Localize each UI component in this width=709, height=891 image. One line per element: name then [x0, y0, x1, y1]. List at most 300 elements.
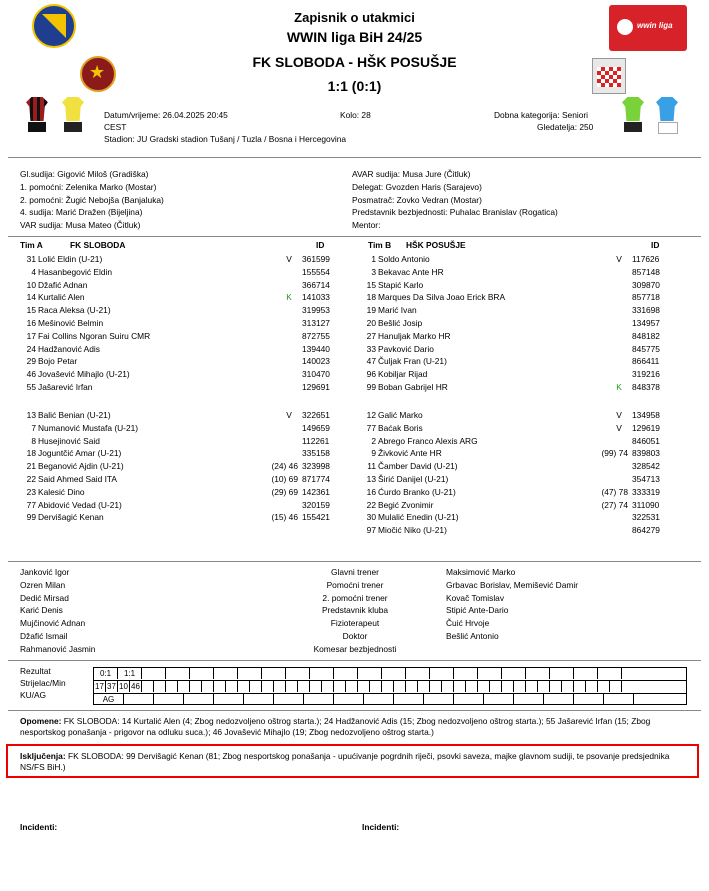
- team-b-label: Tim B: [368, 240, 392, 250]
- player-name: Ćurdo Branko (U-21): [378, 486, 456, 497]
- player-row: [20, 355, 346, 368]
- result-grid-cell: [514, 681, 526, 692]
- expulsions-label: Isključenja:: [20, 751, 66, 761]
- player-row: [360, 422, 676, 435]
- posusje-kit: [656, 97, 680, 135]
- player-row: [360, 435, 676, 448]
- player-number: 24: [26, 343, 36, 354]
- wwin-liga-logo: wwin liga: [609, 5, 687, 51]
- player-row: [360, 291, 676, 304]
- player-mark: V: [286, 254, 292, 264]
- player-row: [360, 266, 676, 279]
- result-grid-cell: [598, 668, 622, 679]
- result-grid-row: [94, 668, 686, 681]
- player-row: [360, 368, 676, 381]
- staff-b-doctor: Bešlić Antonio: [446, 630, 499, 641]
- player-number: 47: [366, 356, 376, 367]
- player-number: 27: [366, 330, 376, 341]
- player-number: 30: [366, 512, 376, 523]
- result-grid-cell: [574, 681, 586, 692]
- player-substitution: (29) 69: [271, 486, 298, 497]
- result-grid-cell: [262, 681, 274, 692]
- player-id: 872755: [302, 330, 330, 341]
- staff-a-assistant-2: Dedić Mirsad: [20, 592, 69, 603]
- role-security: Komesar bezbjednosti: [313, 643, 397, 654]
- player-row: [20, 317, 346, 330]
- player-number: 31: [26, 254, 36, 264]
- player-name: Čamber David (U-21): [378, 461, 458, 472]
- result-grid-cell: [154, 694, 184, 705]
- player-substitution: (15) 46: [271, 512, 298, 523]
- staff-a-head-coach: Janković Igor: [20, 567, 70, 577]
- player-number: 21: [26, 461, 36, 472]
- player-id: 117626: [632, 254, 660, 264]
- result-grid-cell: [454, 681, 466, 692]
- player-row: [20, 409, 346, 422]
- result-grid-cell: [286, 681, 298, 692]
- player-row: [20, 343, 346, 356]
- player-row: [20, 304, 346, 317]
- result-grid-cell: [298, 681, 310, 692]
- player-row: [20, 473, 346, 486]
- player-number: 33: [366, 343, 376, 354]
- player-number: 96: [366, 369, 376, 380]
- result-grid-cell: [610, 681, 622, 692]
- player-name: Hadžanović Adis: [38, 343, 100, 354]
- player-id: 134958: [632, 410, 660, 420]
- result-grid-cell: [526, 681, 538, 692]
- player-id: 848378: [632, 381, 660, 392]
- player-number: 2: [371, 435, 376, 446]
- player-row: [20, 330, 346, 343]
- player-id: 866411: [632, 356, 660, 367]
- result-grid-cell: [166, 668, 190, 679]
- player-name: Živković Ante HR: [378, 448, 442, 459]
- result-grid-cell: 37: [106, 681, 118, 692]
- player-number: 18: [26, 448, 36, 459]
- official-fourth: 4. sudija: Marić Dražen (Bijeljina): [20, 207, 143, 218]
- team-b-starters: [360, 253, 676, 394]
- result-grid-cell: [574, 694, 604, 705]
- divider: [8, 660, 701, 661]
- player-number: 29: [26, 356, 36, 367]
- player-row: [360, 279, 676, 292]
- player-id: 139440: [302, 343, 330, 354]
- official-mentor: Mentor:: [352, 220, 381, 231]
- result-grid-cell: [142, 681, 154, 692]
- result-grid-cell: 46: [130, 681, 142, 692]
- player-id: 845775: [632, 343, 660, 354]
- result-grid-cell: 10: [118, 681, 130, 692]
- result-grid-cell: [310, 668, 334, 679]
- player-id: 848182: [632, 330, 660, 341]
- result-grid-cell: [382, 668, 406, 679]
- officials-left: [20, 168, 164, 232]
- player-id: 366714: [302, 279, 330, 290]
- player-number: 23: [26, 486, 36, 497]
- team-a-id-header: ID: [316, 240, 325, 250]
- player-row: [360, 524, 676, 537]
- player-name: Jovašević Mihajlo (U-21): [38, 369, 130, 380]
- player-name: Jašarević Irfan: [38, 381, 93, 392]
- player-id: 846051: [632, 435, 660, 446]
- result-grid-cell: [430, 681, 442, 692]
- player-number: 77: [26, 499, 36, 510]
- role-physio: Fizioterapeut: [330, 618, 380, 629]
- player-id: 331698: [632, 305, 660, 316]
- result-grid-cell: [190, 668, 214, 679]
- player-id: 322531: [632, 512, 660, 523]
- sloboda-away-kit: [62, 97, 84, 133]
- divider: [8, 157, 701, 158]
- match-timezone: CEST: [104, 122, 127, 132]
- result-grid-cell: [334, 694, 364, 705]
- role-doctor: Doktor: [342, 630, 368, 641]
- result-grid-cell: [238, 668, 262, 679]
- player-id: 871774: [302, 473, 330, 484]
- player-id: 333319: [632, 486, 660, 497]
- player-row: [360, 304, 676, 317]
- player-number: 46: [26, 369, 36, 380]
- result-grid-row: [94, 694, 686, 706]
- player-id: 155554: [302, 266, 330, 277]
- player-name: Bojo Petar: [38, 356, 78, 367]
- player-name: Joguntčić Amar (U-21): [38, 448, 122, 459]
- result-grid-cell: [394, 694, 424, 705]
- player-id: 140023: [302, 356, 330, 367]
- player-name: Boban Gabrijel HR: [378, 381, 448, 392]
- player-id: 354713: [632, 473, 660, 484]
- player-name: Abidović Vedad (U-21): [38, 499, 122, 510]
- team-a-label: Tim A: [20, 240, 43, 250]
- expulsions-text: FK SLOBODA: 99 Dervišagić Kenan (81; Zbog nesportskog ponašanja - upućivanje pogrdnih riječi, psovki saveza, majke glavnom sudiji, te psovanje predsjednika NS/FS BiH.): [20, 751, 670, 772]
- player-row: [360, 511, 676, 524]
- staff-b-physio: Čuić Hrvoje: [446, 618, 490, 629]
- incidents-right-label: Incidenti:: [362, 822, 400, 832]
- official-main-referee: Gl.sudija: Gigović Miloš (Gradiška): [20, 169, 149, 179]
- report-title: Zapisnik o utakmici: [294, 10, 415, 25]
- incidents-left-label: Incidenti:: [20, 822, 58, 832]
- staff-b-assistant-2: Kovač Tomislav: [446, 592, 505, 603]
- player-id: 322651: [302, 410, 330, 420]
- result-grid-cell: [334, 681, 346, 692]
- staff-roles: [260, 566, 450, 656]
- result-grid-cell: [406, 668, 430, 679]
- player-name: Balić Benian (U-21): [38, 410, 111, 420]
- player-substitution: (99) 74: [601, 448, 628, 459]
- result-grid-cell: [478, 681, 490, 692]
- player-number: 12: [366, 410, 376, 420]
- expulsions: [20, 751, 688, 773]
- player-substitution: (47) 78: [601, 486, 628, 497]
- player-row: [360, 499, 676, 512]
- result-grid-cell: [190, 681, 202, 692]
- player-row: [360, 253, 676, 266]
- player-row: [20, 381, 346, 394]
- result-grid-cell: [124, 694, 154, 705]
- result-grid-cell: [358, 668, 382, 679]
- player-id: 134957: [632, 317, 660, 328]
- player-id: 839803: [632, 448, 660, 459]
- player-row: [360, 343, 676, 356]
- player-name: Baćak Boris: [378, 422, 423, 433]
- player-number: 15: [26, 305, 36, 316]
- player-id: 142361: [302, 486, 330, 497]
- fk-sloboda-crest: ★: [80, 56, 116, 92]
- player-id: 149659: [302, 422, 330, 433]
- final-score: 1:1 (0:1): [327, 78, 382, 94]
- player-number: 1: [371, 254, 376, 264]
- result-grid-cell: [526, 668, 550, 679]
- player-id: 141033: [302, 292, 330, 303]
- result-grid-cell: [604, 694, 634, 705]
- staff-team-a: [20, 566, 95, 656]
- team-a-substitutes: [20, 409, 346, 524]
- result-grid-cell: [304, 694, 334, 705]
- staff-a-security: Rahmanović Jasmin: [20, 643, 96, 654]
- official-security: Predstavnik bezbjednosti: Puhalac Branislav (Rogatica): [352, 207, 558, 218]
- cautions-label: Opomene:: [20, 716, 62, 726]
- player-name: Džafić Adnan: [38, 279, 88, 290]
- player-substitution: (27) 74: [601, 499, 628, 510]
- result-grid-cell: [442, 681, 454, 692]
- player-number: 22: [366, 499, 376, 510]
- result-grid-cell: 17: [94, 681, 106, 692]
- player-mark: K: [616, 381, 622, 392]
- player-row: [20, 486, 346, 499]
- player-id: 112261: [302, 435, 330, 446]
- cautions: [20, 716, 688, 738]
- result-grid-cell: [406, 681, 418, 692]
- result-grid-cell: AG: [94, 694, 124, 705]
- player-row: [20, 460, 346, 473]
- staff-b-head-coach: Maksimović Marko: [446, 567, 516, 577]
- player-row: [360, 447, 676, 460]
- divider: [8, 561, 701, 562]
- spectators: Gledatelja: 250: [537, 122, 594, 132]
- staff-a-doctor: Džafić Ismail: [20, 630, 68, 641]
- player-name: Hanuljak Marko HR: [378, 330, 451, 341]
- player-number: 55: [26, 381, 36, 392]
- player-row: [360, 317, 676, 330]
- player-name: Dervišagić Kenan: [38, 512, 104, 523]
- player-name: Kalesić Dino: [38, 486, 85, 497]
- result-grid-cell: [490, 681, 502, 692]
- role-assistant: Pomoćni trener: [326, 579, 384, 590]
- player-id: 155421: [302, 512, 330, 523]
- result-grid-cell: [214, 694, 244, 705]
- result-grid-cell: [154, 681, 166, 692]
- player-name: Stapić Karlo: [378, 279, 424, 290]
- player-substitution: (10) 69: [271, 473, 298, 484]
- result-grid-cell: [184, 694, 214, 705]
- player-row: [20, 279, 346, 292]
- team-a-starters: [20, 253, 346, 394]
- player-name: Hasanbegović Eldin: [38, 266, 113, 277]
- player-name: Kobiljar Rijad: [378, 369, 428, 380]
- result-grid-cell: [502, 681, 514, 692]
- player-name: Čuljak Fran (U-21): [378, 356, 447, 367]
- result-grid-cell: [454, 668, 478, 679]
- team-b-substitutes: [360, 409, 676, 537]
- staff-b-club-rep: Stipić Ante-Dario: [446, 605, 509, 616]
- result-grid-cell: [322, 681, 334, 692]
- official-delegate: Delegat: Gvozden Haris (Sarajevo): [352, 181, 482, 192]
- result-grid-cell: [250, 681, 262, 692]
- player-row: [20, 499, 346, 512]
- age-category: Dobna kategorija: Seniori: [494, 110, 589, 120]
- divider: [8, 236, 701, 237]
- player-name: Bekavac Ante HR: [378, 266, 444, 277]
- player-id: 857148: [632, 266, 660, 277]
- result-grid-cell: [226, 681, 238, 692]
- player-number: 15: [366, 279, 376, 290]
- player-row: [360, 473, 676, 486]
- player-name: Beganović Ajdin (U-21): [38, 461, 124, 472]
- player-name: Lolić Eldin (U-21): [38, 254, 103, 264]
- player-row: [20, 291, 346, 304]
- kuag-label: KU/AG: [20, 690, 47, 700]
- player-id: 313127: [302, 317, 330, 328]
- match-round: Kolo: 28: [340, 110, 371, 120]
- cautions-text: FK SLOBODA: 14 Kurtalić Alen (4; Zbog nedozvoljeno oštrog starta.); 24 Hadžanović Adis (15; Zbog nedozvoljeno oštrog starta.); 55 Jašarević Irfan (15; Zbog nesportskog ponašanja - prigovor na odluku suca.); 46 Jovašević Mihajlo (19; Zbog nedozvoljeno oštrog starta.): [20, 716, 651, 737]
- player-number: 14: [26, 292, 36, 303]
- player-row: [20, 435, 346, 448]
- result-grid-cell: [418, 681, 430, 692]
- result-grid-cell: [514, 694, 544, 705]
- result-grid-cell: [502, 668, 526, 679]
- result-grid-cell: [142, 668, 166, 679]
- player-name: Marić Ivan: [378, 305, 417, 316]
- player-id: 310470: [302, 369, 330, 380]
- staff-a-club-rep: Karić Denis: [20, 605, 63, 616]
- player-substitution: (24) 46: [271, 461, 298, 472]
- team-a-name: FK SLOBODA: [70, 240, 126, 250]
- player-name: Fai Collins Ngoran Suiru CMR: [38, 330, 151, 341]
- player-id: 864279: [632, 525, 660, 536]
- player-name: Galić Marko: [378, 410, 423, 420]
- result-label: Rezultat: [20, 666, 51, 676]
- result-grid-cell: [466, 681, 478, 692]
- player-id: 319216: [632, 369, 660, 380]
- result-grid-cell: 0:1: [94, 668, 118, 679]
- official-avar: AVAR sudija: Musa Jure (Čitluk): [352, 169, 471, 179]
- posusje-gk-kit: [622, 97, 644, 133]
- player-number: 18: [366, 292, 376, 303]
- player-number: 22: [26, 473, 36, 484]
- player-number: 17: [26, 330, 36, 341]
- player-number: 19: [366, 305, 376, 316]
- result-grid-cell: [586, 681, 598, 692]
- result-grid-cell: [334, 668, 358, 679]
- player-row: [360, 330, 676, 343]
- player-name: Marques Da Silva Joao Erick BRA: [378, 292, 506, 303]
- result-grid-cell: [454, 694, 484, 705]
- divider: [8, 710, 701, 711]
- player-id: 311090: [632, 499, 660, 510]
- player-id: 309870: [632, 279, 660, 290]
- official-observer: Posmatrač: Zovko Vedran (Mostar): [352, 194, 482, 205]
- officials-right: [352, 168, 558, 232]
- result-grid-cell: [346, 681, 358, 692]
- official-assistant-2: 2. pomoćni: Žugić Nebojša (Banjaluka): [20, 194, 164, 205]
- team-b-id-header: ID: [651, 240, 660, 250]
- sloboda-home-kit: [26, 97, 48, 133]
- player-row: [360, 355, 676, 368]
- player-row: [20, 511, 346, 524]
- player-id: 129619: [632, 422, 660, 433]
- player-number: 97: [366, 525, 376, 536]
- player-number: 13: [366, 473, 376, 484]
- result-grid-cell: [202, 681, 214, 692]
- player-row: [20, 253, 346, 266]
- player-number: 20: [366, 317, 376, 328]
- player-row: [360, 409, 676, 422]
- player-number: 10: [26, 279, 36, 290]
- player-name: Širić Danijel (U-21): [378, 473, 449, 484]
- player-number: 3: [371, 266, 376, 277]
- player-number: 13: [26, 410, 36, 420]
- result-grid-cell: [238, 681, 250, 692]
- result-grid-cell: [214, 681, 226, 692]
- player-mark: V: [286, 410, 292, 420]
- player-id: 323998: [302, 461, 330, 472]
- player-name: Begić Zvonimir: [378, 499, 434, 510]
- player-mark: V: [616, 410, 622, 420]
- result-grid-cell: [244, 694, 274, 705]
- result-grid-cell: [178, 681, 190, 692]
- result-grid-cell: [562, 681, 574, 692]
- result-grid-cell: [598, 681, 610, 692]
- official-assistant-1: 1. pomoćni: Zelenika Marko (Mostar): [20, 181, 157, 192]
- result-grid-cell: [478, 668, 502, 679]
- player-id: 328542: [632, 461, 660, 472]
- result-grid-cell: [424, 694, 454, 705]
- player-id: 857718: [632, 292, 660, 303]
- player-number: 99: [26, 512, 36, 523]
- role-head-coach: Glavni trener: [331, 567, 379, 577]
- result-grid-cell: 1:1: [118, 668, 142, 679]
- staff-a-assistant: Ozren Milan: [20, 579, 66, 590]
- player-id: 320159: [302, 499, 330, 510]
- player-row: [20, 266, 346, 279]
- player-number: 7: [31, 422, 36, 433]
- result-grid-cell: [364, 694, 394, 705]
- player-name: Pavković Dario: [378, 343, 434, 354]
- match-stadium: Stadion: JU Gradski stadion Tušanj / Tuzla / Bosna i Hercegovina: [104, 134, 347, 144]
- result-grid-cell: [370, 681, 382, 692]
- result-grid-cell: [538, 681, 550, 692]
- result-grid-cell: [394, 681, 406, 692]
- staff-team-b: [446, 566, 578, 643]
- result-grid-cell: [274, 681, 286, 692]
- result-grid: [93, 667, 687, 705]
- staff-a-physio: Mujčinović Adnan: [20, 618, 86, 629]
- team-b-name: HŠK POSUŠJE: [406, 240, 466, 250]
- scorer-label: Strijelac/Min: [20, 678, 66, 688]
- player-number: 8: [31, 435, 36, 446]
- player-number: 4: [31, 266, 36, 277]
- player-id: 319953: [302, 305, 330, 316]
- player-name: Bešlić Josip: [378, 317, 423, 328]
- player-name: Abrego Franco Alexis ARG: [378, 435, 478, 446]
- result-grid-cell: [214, 668, 238, 679]
- result-grid-cell: [286, 668, 310, 679]
- player-row: [20, 447, 346, 460]
- player-name: Husejinović Said: [38, 435, 100, 446]
- player-name: Miočić Niko (U-21): [378, 525, 447, 536]
- official-var: VAR sudija: Musa Mateo (Čitluk): [20, 220, 141, 231]
